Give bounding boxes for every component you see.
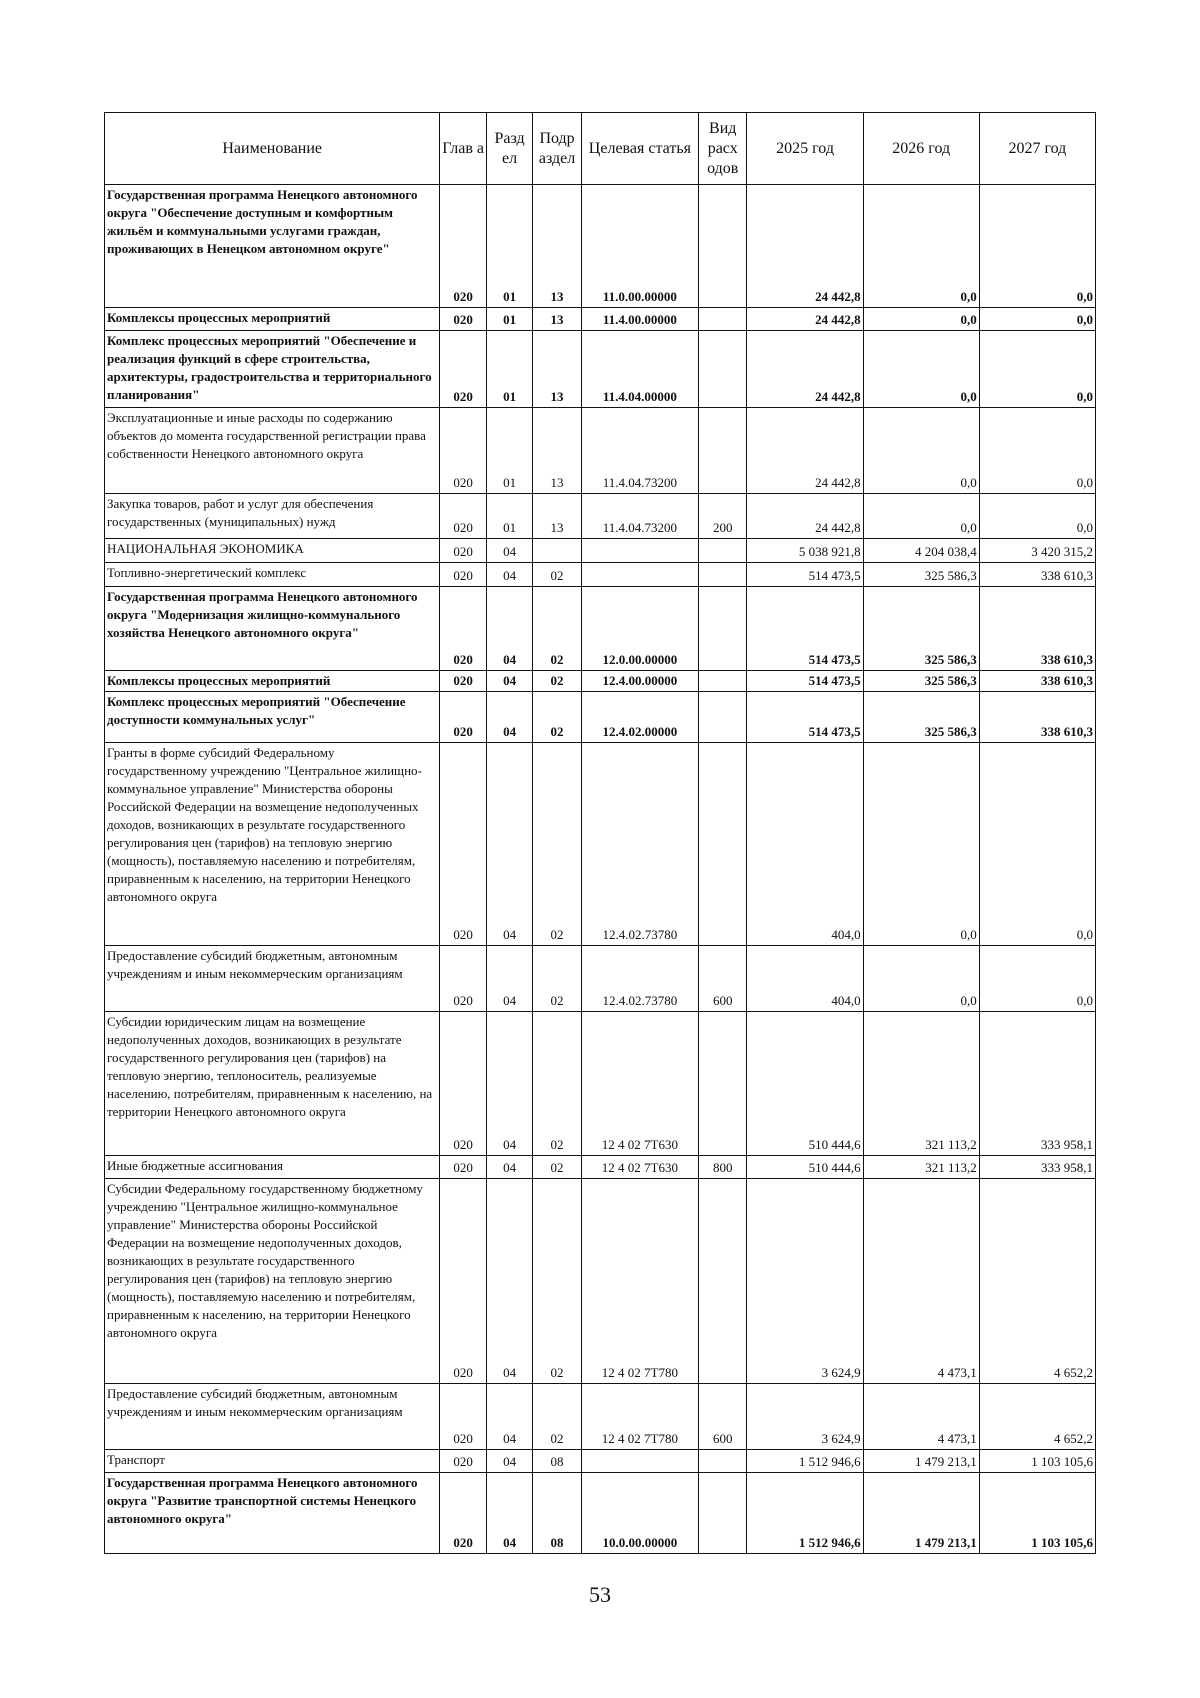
cell-celevaya: 12.4.02.00000: [581, 692, 698, 743]
cell-vid: [698, 1450, 746, 1473]
cell-name: Комплекс процессных мероприятий "Обеспечение и реализация функций в сфере строительства, архитектуры, градостроительства и территориального планирования": [105, 331, 440, 408]
header-2025: 2025 год: [747, 113, 863, 185]
cell-razdel: 04: [486, 1450, 532, 1473]
table-row: [105, 494, 1096, 539]
cell-2025: 24 442,8: [747, 185, 863, 308]
cell-glava: 020: [440, 946, 486, 1012]
table-row: [105, 1384, 1096, 1450]
cell-celevaya: 12.4.02.73780: [581, 946, 698, 1012]
cell-celevaya: 12 4 02 7Т630: [581, 1012, 698, 1156]
cell-podrazdel: 02: [533, 1156, 581, 1179]
cell-2025: 514 473,5: [747, 563, 863, 587]
cell-2027: 4 652,2: [979, 1179, 1095, 1384]
cell-glava: 020: [440, 1012, 486, 1156]
cell-2026: 325 586,3: [863, 563, 979, 587]
cell-name: Государственная программа Ненецкого автономного округа "Обеспечение доступным и комфортным жильём и коммунальными услугами граждан, проживающих в Ненецком автономном округе": [105, 185, 440, 308]
cell-2026: 321 113,2: [863, 1156, 979, 1179]
cell-celevaya: 12 4 02 7Т780: [581, 1179, 698, 1384]
table-header-row: [105, 113, 1096, 185]
cell-2027: 338 610,3: [979, 587, 1095, 671]
cell-2027: 1 103 105,6: [979, 1473, 1095, 1554]
cell-razdel: 01: [486, 408, 532, 494]
cell-2026: 4 473,1: [863, 1179, 979, 1384]
cell-glava: 020: [440, 494, 486, 539]
cell-razdel: 04: [486, 1179, 532, 1384]
cell-glava: 020: [440, 539, 486, 563]
table-row: [105, 1156, 1096, 1179]
cell-podrazdel: 13: [533, 185, 581, 308]
cell-vid: 200: [698, 494, 746, 539]
cell-2027: 0,0: [979, 743, 1095, 946]
cell-razdel: 04: [486, 1384, 532, 1450]
cell-celevaya: 11.4.04.00000: [581, 331, 698, 408]
cell-2027: 3 420 315,2: [979, 539, 1095, 563]
cell-razdel: 01: [486, 331, 532, 408]
cell-celevaya: 12.4.02.73780: [581, 743, 698, 946]
cell-razdel: 01: [486, 185, 532, 308]
cell-2026: 325 586,3: [863, 671, 979, 692]
cell-razdel: 04: [486, 1012, 532, 1156]
cell-2026: 325 586,3: [863, 587, 979, 671]
table-row: [105, 331, 1096, 408]
budget-table: [104, 112, 1096, 1554]
cell-name: Государственная программа Ненецкого автономного округа "Модернизация жилищно-коммунального хозяйства Ненецкого автономного округа": [105, 587, 440, 671]
cell-2026: 0,0: [863, 494, 979, 539]
cell-vid: [698, 539, 746, 563]
cell-name: Закупка товаров, работ и услуг для обеспечения государственных (муниципальных) нужд: [105, 494, 440, 539]
cell-vid: 600: [698, 1384, 746, 1450]
cell-razdel: 04: [486, 563, 532, 587]
table-row: [105, 1473, 1096, 1554]
cell-glava: 020: [440, 743, 486, 946]
cell-2025: 24 442,8: [747, 494, 863, 539]
cell-razdel: 04: [486, 743, 532, 946]
header-celevaya: Целевая статья: [581, 113, 698, 185]
cell-2027: 333 958,1: [979, 1156, 1095, 1179]
cell-podrazdel: 02: [533, 692, 581, 743]
cell-podrazdel: 13: [533, 308, 581, 331]
cell-celevaya: 12 4 02 7Т780: [581, 1384, 698, 1450]
cell-glava: 020: [440, 1156, 486, 1179]
cell-celevaya: 11.0.00.00000: [581, 185, 698, 308]
cell-podrazdel: 02: [533, 1012, 581, 1156]
cell-2027: 1 103 105,6: [979, 1450, 1095, 1473]
cell-2027: 333 958,1: [979, 1012, 1095, 1156]
cell-vid: [698, 1179, 746, 1384]
cell-razdel: 04: [486, 946, 532, 1012]
cell-2026: 0,0: [863, 946, 979, 1012]
cell-vid: [698, 308, 746, 331]
cell-glava: 020: [440, 1384, 486, 1450]
cell-podrazdel: 08: [533, 1450, 581, 1473]
table-row: [105, 1012, 1096, 1156]
cell-glava: 020: [440, 563, 486, 587]
cell-vid: [698, 743, 746, 946]
cell-2026: 0,0: [863, 185, 979, 308]
header-podrazdel: Подр аздел: [533, 113, 581, 185]
cell-2025: 510 444,6: [747, 1156, 863, 1179]
table-row: [105, 743, 1096, 946]
cell-name: Комплекс процессных мероприятий "Обеспечение доступности коммунальных услуг": [105, 692, 440, 743]
cell-glava: 020: [440, 671, 486, 692]
cell-razdel: 04: [486, 671, 532, 692]
cell-vid: 600: [698, 946, 746, 1012]
table-body: [105, 185, 1096, 1554]
cell-podrazdel: 02: [533, 671, 581, 692]
cell-2025: 404,0: [747, 743, 863, 946]
cell-razdel: 04: [486, 1156, 532, 1179]
cell-podrazdel: 02: [533, 587, 581, 671]
cell-vid: [698, 331, 746, 408]
cell-vid: [698, 563, 746, 587]
cell-2027: 0,0: [979, 185, 1095, 308]
cell-podrazdel: 02: [533, 1179, 581, 1384]
cell-celevaya: [581, 563, 698, 587]
cell-vid: [698, 1473, 746, 1554]
cell-glava: 020: [440, 587, 486, 671]
cell-2027: 0,0: [979, 494, 1095, 539]
table-row: [105, 587, 1096, 671]
cell-celevaya: 11.4.00.00000: [581, 308, 698, 331]
page-number: 53: [589, 1582, 611, 1607]
cell-podrazdel: 02: [533, 946, 581, 1012]
header-vid: Вид расх одов: [698, 113, 746, 185]
cell-name: Эксплуатационные и иные расходы по содержанию объектов до момента государственной регистрации права собственности Ненецкого автономного округа: [105, 408, 440, 494]
cell-2027: 0,0: [979, 408, 1095, 494]
cell-razdel: 04: [486, 539, 532, 563]
cell-2027: 338 610,3: [979, 671, 1095, 692]
cell-glava: 020: [440, 1179, 486, 1384]
cell-vid: [698, 408, 746, 494]
cell-podrazdel: 02: [533, 743, 581, 946]
table-row: [105, 1179, 1096, 1384]
cell-2026: 4 473,1: [863, 1384, 979, 1450]
cell-2025: 5 038 921,8: [747, 539, 863, 563]
cell-celevaya: 10.0.00.00000: [581, 1473, 698, 1554]
cell-celevaya: [581, 539, 698, 563]
cell-2027: 0,0: [979, 308, 1095, 331]
cell-celevaya: 11.4.04.73200: [581, 408, 698, 494]
table-row: [105, 408, 1096, 494]
cell-2026: 0,0: [863, 408, 979, 494]
table-row: [105, 1450, 1096, 1473]
cell-razdel: 01: [486, 308, 532, 331]
header-2026: 2026 год: [863, 113, 979, 185]
cell-glava: 020: [440, 692, 486, 743]
cell-name: НАЦИОНАЛЬНАЯ ЭКОНОМИКА: [105, 539, 440, 563]
cell-2025: 514 473,5: [747, 671, 863, 692]
cell-vid: [698, 587, 746, 671]
cell-glava: 020: [440, 1473, 486, 1554]
cell-2025: 3 624,9: [747, 1384, 863, 1450]
header-glava: Глав а: [440, 113, 486, 185]
cell-name: Субсидии Федеральному государственному бюджетному учреждению "Центральное жилищно-коммунальное управление" Министерства обороны Российской Федерации на возмещение недополученных доходов, возникающих в результате государственного регулирования цен (тарифов) на тепловую энергию (мощность), поставляемую населению и потребителям, приравненным к населению, на территории Ненецкого автономного округа: [105, 1179, 440, 1384]
cell-glava: 020: [440, 1450, 486, 1473]
cell-glava: 020: [440, 408, 486, 494]
cell-name: Гранты в форме субсидий Федеральному государственному учреждению "Центральное жилищно-коммунальное управление" Министерства обороны Российской Федерации на возмещение недополученных доходов, возникающих в результате государственного регулирования цен (тарифов) на тепловую энергию (мощность), поставляемую населению и потребителям, приравненным к населению, на территории Ненецкого автономного округа: [105, 743, 440, 946]
cell-2025: 24 442,8: [747, 308, 863, 331]
cell-vid: [698, 671, 746, 692]
cell-celevaya: [581, 1450, 698, 1473]
cell-celevaya: 11.4.04.73200: [581, 494, 698, 539]
table-row: [105, 185, 1096, 308]
cell-celevaya: 12.4.00.00000: [581, 671, 698, 692]
cell-2027: 338 610,3: [979, 563, 1095, 587]
cell-razdel: 04: [486, 1473, 532, 1554]
cell-glava: 020: [440, 185, 486, 308]
cell-razdel: 04: [486, 587, 532, 671]
cell-2027: 338 610,3: [979, 692, 1095, 743]
cell-vid: [698, 692, 746, 743]
cell-2026: 0,0: [863, 308, 979, 331]
cell-celevaya: 12 4 02 7Т630: [581, 1156, 698, 1179]
cell-2025: 404,0: [747, 946, 863, 1012]
cell-podrazdel: 02: [533, 563, 581, 587]
cell-celevaya: 12.0.00.00000: [581, 587, 698, 671]
cell-name: Государственная программа Ненецкого автономного округа "Развитие транспортной системы Ненецкого автономного округа": [105, 1473, 440, 1554]
cell-2027: 0,0: [979, 331, 1095, 408]
cell-vid: [698, 1012, 746, 1156]
cell-razdel: 04: [486, 692, 532, 743]
cell-2026: 4 204 038,4: [863, 539, 979, 563]
cell-vid: 800: [698, 1156, 746, 1179]
table-row: [105, 946, 1096, 1012]
table-row: [105, 563, 1096, 587]
cell-2025: 514 473,5: [747, 692, 863, 743]
cell-razdel: 01: [486, 494, 532, 539]
cell-name: Транспорт: [105, 1450, 440, 1473]
cell-name: Иные бюджетные ассигнования: [105, 1156, 440, 1179]
cell-2026: 1 479 213,1: [863, 1473, 979, 1554]
header-name: Наименование: [105, 113, 440, 185]
cell-glava: 020: [440, 308, 486, 331]
cell-2026: 325 586,3: [863, 692, 979, 743]
cell-name: Топливно-энергетический комплекс: [105, 563, 440, 587]
header-2027: 2027 год: [979, 113, 1095, 185]
cell-2027: 4 652,2: [979, 1384, 1095, 1450]
cell-2025: 510 444,6: [747, 1012, 863, 1156]
cell-2025: 514 473,5: [747, 587, 863, 671]
cell-podrazdel: 13: [533, 408, 581, 494]
table-row: [105, 308, 1096, 331]
cell-name: Комплексы процессных мероприятий: [105, 308, 440, 331]
cell-2026: 1 479 213,1: [863, 1450, 979, 1473]
cell-podrazdel: 08: [533, 1473, 581, 1554]
cell-2025: 1 512 946,6: [747, 1450, 863, 1473]
cell-2026: 0,0: [863, 331, 979, 408]
cell-2025: 3 624,9: [747, 1179, 863, 1384]
table-row: [105, 692, 1096, 743]
cell-name: Субсидии юридическим лицам на возмещение недополученных доходов, возникающих в результате государственного регулирования цен (тарифов) на тепловую энергию, теплоноситель, реализуемые населению, потребителям, приравненным к населению, на территории Ненецкого автономного округа: [105, 1012, 440, 1156]
cell-podrazdel: 13: [533, 494, 581, 539]
cell-podrazdel: 13: [533, 331, 581, 408]
cell-name: Комплексы процессных мероприятий: [105, 671, 440, 692]
cell-2026: 321 113,2: [863, 1012, 979, 1156]
table-row: [105, 539, 1096, 563]
table-row: [105, 671, 1096, 692]
cell-2025: 24 442,8: [747, 408, 863, 494]
cell-podrazdel: 02: [533, 1384, 581, 1450]
cell-name: Предоставление субсидий бюджетным, автономным учреждениям и иным некоммерческим организациям: [105, 1384, 440, 1450]
cell-glava: 020: [440, 331, 486, 408]
cell-2026: 0,0: [863, 743, 979, 946]
cell-2027: 0,0: [979, 946, 1095, 1012]
cell-podrazdel: [533, 539, 581, 563]
cell-2025: 1 512 946,6: [747, 1473, 863, 1554]
cell-2025: 24 442,8: [747, 331, 863, 408]
cell-vid: [698, 185, 746, 308]
header-razdel: Разд ел: [486, 113, 532, 185]
cell-name: Предоставление субсидий бюджетным, автономным учреждениям и иным некоммерческим организациям: [105, 946, 440, 1012]
